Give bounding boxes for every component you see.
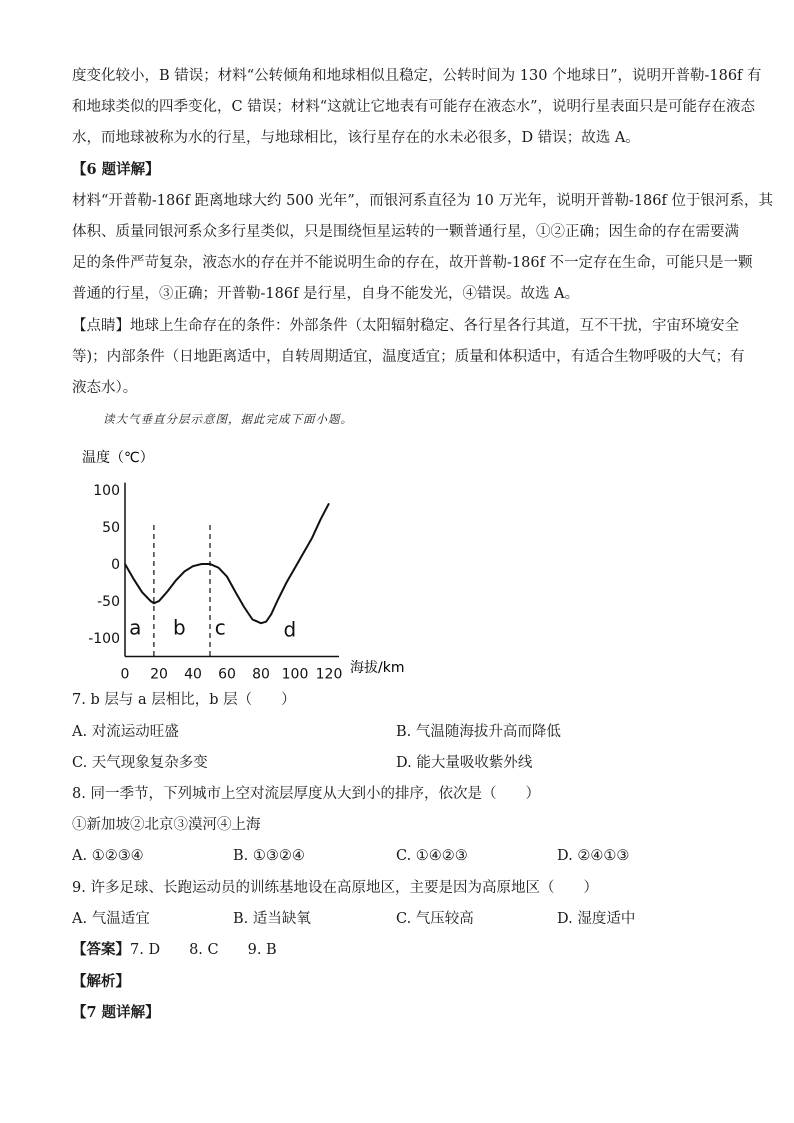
q7-option-c[interactable]: C. 天气现象复杂多变 [72,755,208,771]
q9-option-c[interactable]: C. 气压较高 [396,911,474,927]
figure-intro: 读大气垂直分层示意图，据此完成下面小题。 [103,412,353,426]
layer-label-b: b [173,615,186,640]
analysis-label: 【解析】 [72,973,130,990]
paragraph-line: 体积、质量同银河系众多行星类似，只是围绕恒星运转的一颗普通行星，①②正确；因生命的存在需要满 [72,224,739,240]
layer-label-d: d [283,617,297,642]
x-tick-label: 0 [120,666,130,683]
question-7-stem: 7. b 层与 a 层相比，b 层（ ） [72,692,296,708]
paragraph-line: 普通的行星，③正确；开普勒-186f 是行星，自身不能发光，④错误。故选 A。 [72,286,580,302]
paragraph-line: 等)；内部条件（日地距离适中，自转周期适宜，温度适宜；质量和体积适中，有适合生物呼吸的大气；有 [72,349,745,365]
question-8-stem: 8. 同一季节，下列城市上空对流层厚度从大到小的排序，依次是（ ） [72,786,540,802]
paragraph-line: 度变化较小，B 错误；材料“公转倾角和地球相似且稳定，公转时间为 130 个地球日”，说明开普勒-186f 有 [72,68,762,84]
x-tick-label: 120 [315,666,343,683]
answer-line [72,940,277,960]
paragraph-line: 和地球类似的四季变化，C 错误；材料“这就让它地表有可能存在液态水”，说明行星表面只是可能存在液态 [72,99,756,115]
x-tick-label: 80 [252,666,270,683]
y-tick-label: -100 [88,631,120,647]
q7-option-a[interactable]: A. 对流运动旺盛 [72,724,179,740]
q8-option-c[interactable]: C. ①④②③ [396,848,468,864]
tip-paragraph: 【点睛】地球上生命存在的条件：外部条件（太阳辐射稳定、各行星各行其道，互不干扰，宇宙环境安全 [72,318,739,334]
answer-values: 7. D 8. C 9. B [130,942,277,958]
paragraph-line: 材料“开普勒-186f 距离地球大约 500 光年”，而银河系直径为 10 万光年，说明开普勒-186f 位于银河系，其 [72,193,773,209]
q9-option-a[interactable]: A. 气温适宜 [72,911,150,927]
q9-option-d[interactable]: D. 湿度适中 [557,911,636,927]
q8-option-d[interactable]: D. ②④①③ [557,848,630,864]
temperature-curve [125,503,329,623]
y-tick-label: 0 [111,557,120,573]
q9-option-b[interactable]: B. 适当缺氧 [233,911,311,927]
q8-option-b[interactable]: B. ①③②④ [233,848,305,864]
x-tick-label: 100 [281,666,309,683]
y-tick-label: -50 [97,594,120,610]
x-axis-label: 海拔/km [350,660,405,676]
answer-label: 【答案】 [72,941,130,958]
x-tick-label: 60 [218,666,236,683]
atmosphere-layers-chart [0,430,794,690]
y-axis-label: 温度（℃） [82,450,154,466]
q7-option-b[interactable]: B. 气温随海拔升高而降低 [396,724,561,740]
x-tick-label: 40 [184,666,202,683]
layer-label-c: c [214,615,226,640]
q8-option-a[interactable]: A. ①②③④ [72,848,144,864]
y-tick-label: 100 [93,483,120,499]
paragraph-line: 水，而地球被称为水的行星，与地球相比，该行星存在的水未必很多，D 错误；故选 A。 [72,130,640,146]
detail-heading-q7: 【7 题详解】 [72,1004,160,1021]
q7-option-d[interactable]: D. 能大量吸收紫外线 [396,755,533,771]
layer-label-a: a [129,615,142,640]
x-tick-label: 20 [150,666,168,683]
question-9-stem: 9. 许多足球、长跑运动员的训练基地设在高原地区，主要是因为高原地区（ ） [72,880,598,896]
y-tick-label: 50 [102,520,120,536]
section-heading-q6: 【6 题详解】 [72,161,160,178]
question-8-sub: ①新加坡②北京③漠河④上海 [72,817,261,833]
paragraph-line: 液态水）。 [72,380,138,396]
paragraph-line: 足的条件严苛复杂，液态水的存在并不能说明生命的存在，故开普勒-186f 不一定存在生命，可能只是一颗 [72,255,753,271]
